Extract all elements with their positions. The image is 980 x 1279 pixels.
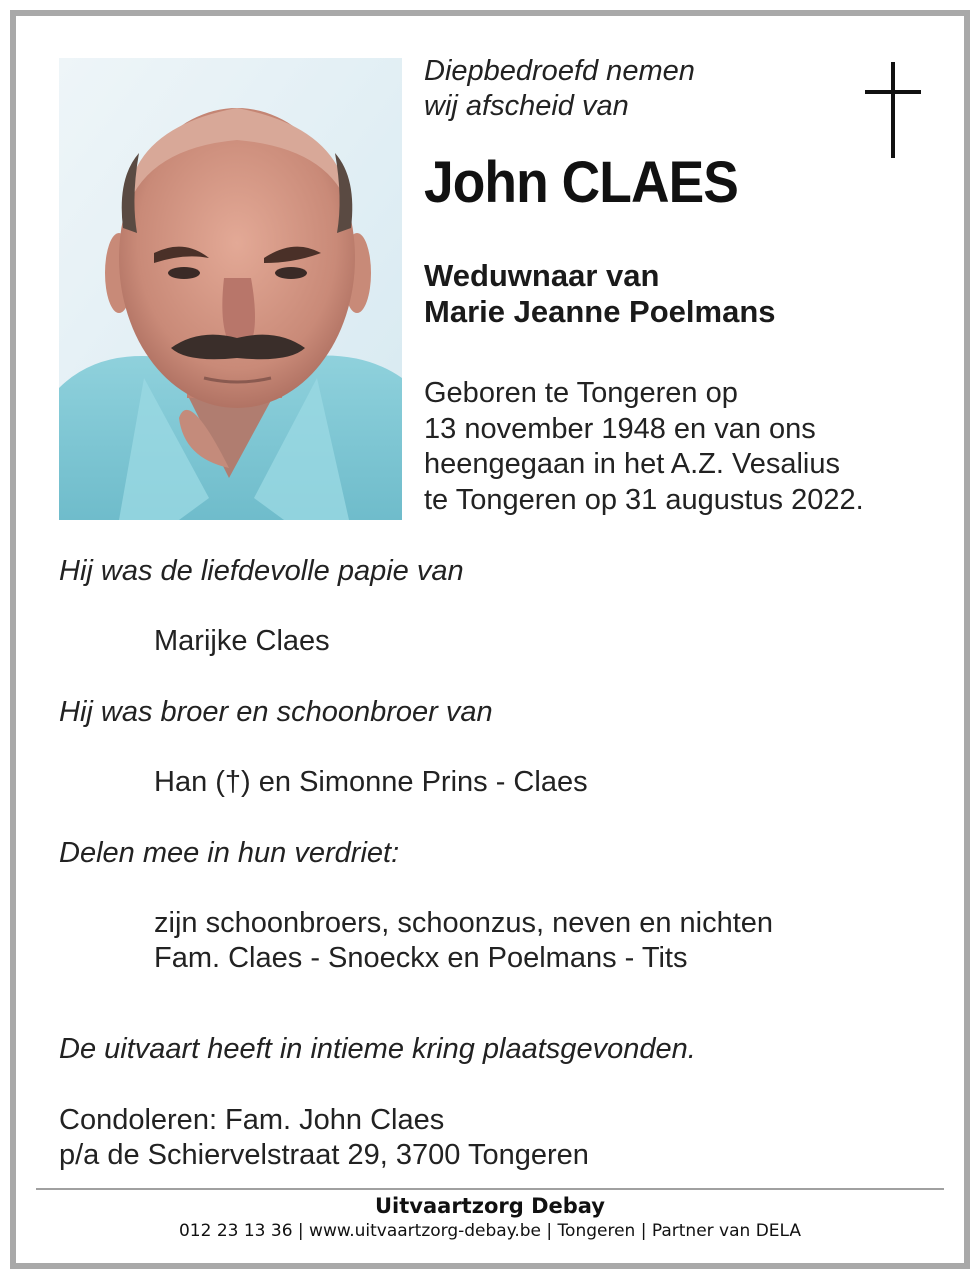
- funeral-note: De uitvaart heeft in intieme kring plaatsgevonden.: [59, 1033, 696, 1065]
- intro-line: Diepbedroefd nemen: [424, 55, 695, 87]
- condolence-address: p/a de Schiervelstraat 29, 3700 Tongeren: [59, 1139, 589, 1171]
- section-line: Marijke Claes: [154, 625, 330, 657]
- widower-line: Weduwnaar van: [424, 258, 660, 293]
- born-line: heengegaan in het A.Z. Vesalius: [424, 448, 840, 480]
- widower-line: Marie Jeanne Poelmans: [424, 294, 776, 329]
- condolence-line: Condoleren: Fam. John Claes: [59, 1104, 445, 1136]
- portrait-photo: [59, 58, 402, 520]
- birth-death-text: [424, 376, 864, 518]
- section-line: Fam. Claes - Snoeckx en Poelmans - Tits: [154, 942, 688, 974]
- deceased-name: John CLAES: [424, 150, 738, 215]
- funeral-home-info: 012 23 13 36 | www.uitvaartzorg-debay.be | Tongeren | Partner van DELA: [178, 1221, 802, 1241]
- intro-line: wij afscheid van: [424, 90, 629, 122]
- born-line: 13 november 1948 en van ons: [424, 412, 816, 445]
- section-heading-family: Delen mee in hun verdriet:: [59, 837, 400, 869]
- footer-divider: [36, 1188, 944, 1190]
- born-line: Geboren te Tongeren op: [424, 377, 738, 409]
- section-line: Han (†) en Simonne Prins - Claes: [154, 766, 588, 798]
- section-line: zijn schoonbroers, schoonzus, neven en nichten: [154, 907, 774, 939]
- section-heading-siblings: Hij was broer en schoonbroer van: [59, 696, 493, 728]
- funeral-home-name: Uitvaartzorg Debay: [375, 1194, 605, 1218]
- section-heading-children: Hij was de liefdevolle papie van: [59, 555, 464, 587]
- intro-text: [424, 54, 695, 124]
- born-line: te Tongeren op 31 augustus 2022.: [424, 483, 864, 516]
- widower-text: [424, 258, 776, 330]
- cross-icon: [865, 62, 921, 158]
